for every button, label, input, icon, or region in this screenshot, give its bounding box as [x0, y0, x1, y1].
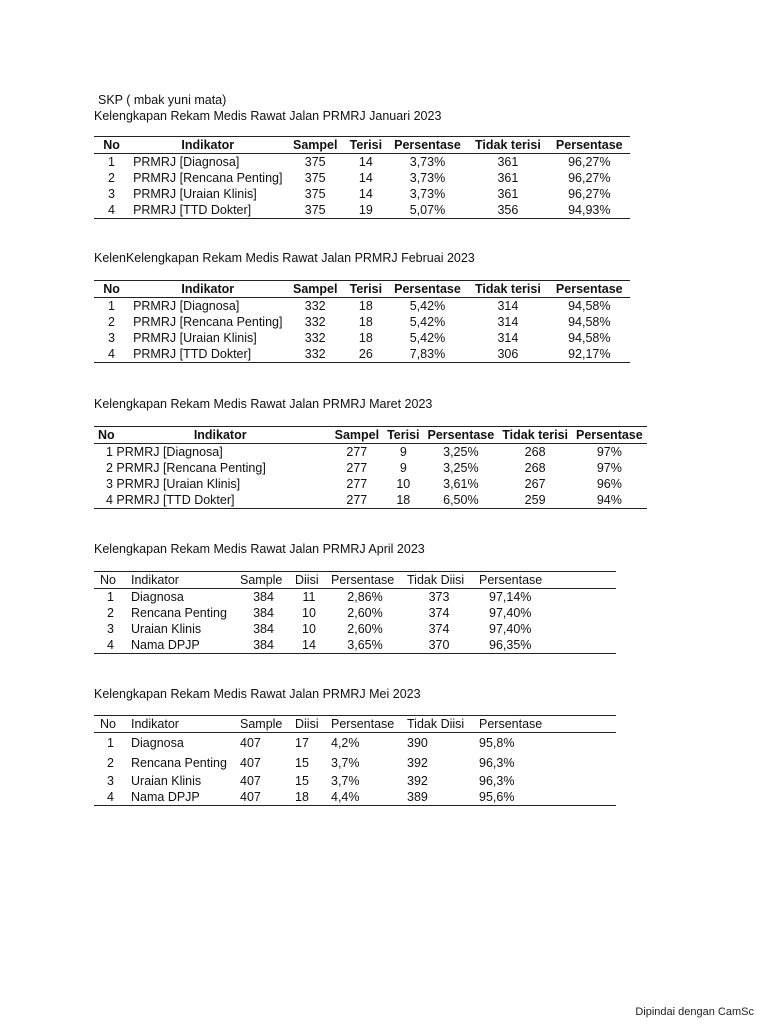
col-persentase-terisi: Persentase — [427, 428, 495, 442]
cell-diisi: 10 — [302, 622, 316, 636]
table-row — [94, 753, 616, 773]
cell-no: 2 — [107, 606, 114, 620]
table-row — [94, 330, 630, 346]
col-no: No — [100, 717, 116, 731]
col-sample: Sample — [240, 717, 283, 731]
cell-persentase: 5,42% — [409, 315, 446, 329]
cell-persentase: 95,8% — [479, 735, 515, 750]
col-indikator: Indikator — [131, 717, 179, 731]
cell-indikator: PRMRJ [Diagnosa] — [133, 155, 240, 169]
section-title-februari: KelenKelengkapan Rekam Medis Rawat Jalan PRMRJ Februai 2023 — [94, 251, 475, 265]
table-april — [94, 571, 616, 654]
cell-sampel: 375 — [304, 187, 326, 201]
section-title-mei: Kelengkapan Rekam Medis Rawat Jalan PRMRJ Mei 2023 — [94, 687, 421, 701]
cell-no: 3 — [108, 187, 115, 201]
cell-persentase: 96,35% — [489, 638, 532, 652]
cell-persentase: 2,60% — [347, 606, 383, 620]
cell-sampel: 277 — [346, 461, 368, 475]
cell-sample: 384 — [253, 590, 274, 604]
table-row — [94, 789, 616, 806]
col-persentase-diisi: Persentase — [331, 573, 395, 587]
table-row — [94, 444, 647, 461]
cell-persentase: 96,27% — [568, 187, 611, 201]
cell-persentase: 3,73% — [409, 155, 446, 169]
table-maret — [94, 426, 647, 509]
cell-tidak-terisi: 361 — [497, 155, 519, 169]
cell-no: 1 — [107, 590, 114, 604]
cell-terisi: 14 — [358, 155, 373, 169]
cell-terisi: 14 — [358, 187, 373, 201]
cell-terisi: 18 — [396, 493, 411, 507]
cell-sampel: 332 — [304, 331, 326, 345]
cell-terisi: 26 — [358, 347, 373, 361]
cell-persentase: 97,14% — [489, 590, 532, 604]
cell-tidak-terisi: 268 — [524, 445, 546, 459]
col-persentase-tidak: Persentase — [555, 138, 623, 152]
cell-persentase: 96,27% — [568, 171, 611, 185]
table-header-row — [94, 137, 630, 154]
col-indikator: Indikator — [181, 138, 235, 152]
col-sampel: Sampel — [292, 138, 338, 152]
cell-terisi: 9 — [399, 461, 407, 475]
cell-no: 1 — [107, 735, 114, 750]
cell-terisi: 19 — [358, 203, 373, 217]
table-row — [94, 154, 630, 171]
cell-indikator: Nama DPJP — [131, 789, 200, 804]
cell-indikator: PRMRJ [TTD Dokter] — [133, 347, 252, 361]
col-diisi: Diisi — [295, 717, 319, 731]
cell-tidak-diisi: 392 — [407, 773, 428, 788]
col-indikator: Indikator — [181, 282, 235, 296]
cell-indikator: PRMRJ [Uraian Klinis] — [133, 187, 257, 201]
cell-terisi: 18 — [358, 315, 373, 329]
table-header-row — [94, 281, 630, 298]
cell-persentase: 3,61% — [443, 477, 479, 491]
col-persentase-tidak: Persentase — [576, 428, 643, 442]
cell-diisi: 18 — [295, 789, 309, 804]
cell-tidak-diisi: 389 — [407, 789, 428, 804]
cell-indikator: Rencana Penting — [131, 755, 227, 770]
cell-sample: 384 — [253, 606, 274, 620]
cell-sampel: 375 — [304, 203, 326, 217]
cell-tidak-terisi: 259 — [524, 493, 546, 507]
cell-persentase: 3,7% — [331, 755, 360, 770]
section-title-april: Kelengkapan Rekam Medis Rawat Jalan PRMRJ April 2023 — [94, 542, 425, 556]
cell-empty — [270, 492, 331, 509]
cell-persentase: 96,27% — [568, 155, 611, 169]
cell-persentase: 94,58% — [568, 331, 611, 345]
table-row — [94, 186, 630, 202]
cell-persentase: 97,40% — [489, 622, 532, 636]
cell-no: 1 — [108, 299, 115, 313]
table-februari — [94, 280, 630, 363]
cell-no: 4 — [108, 347, 115, 361]
col-tidak-terisi: Tidak terisi — [502, 428, 568, 442]
cell-tidak-terisi: 306 — [497, 347, 519, 361]
cell-indikator: PRMRJ [Uraian Klinis] — [133, 331, 257, 345]
cell-persentase: 92,17% — [568, 347, 611, 361]
cell-sampel: 375 — [304, 155, 326, 169]
table-row — [94, 589, 616, 606]
cell-persentase: 2,86% — [347, 590, 383, 604]
table-row — [94, 346, 630, 363]
table-row — [94, 773, 616, 789]
cell-no: 4 — [108, 203, 115, 217]
col-tidak-diisi: Tidak Diisi — [407, 717, 465, 731]
cell-persentase: 94% — [596, 493, 622, 507]
col-persentase-tidak: Persentase — [555, 282, 623, 296]
table-row — [94, 460, 647, 476]
cell-persentase: 3,25% — [443, 445, 479, 459]
col-terisi: Terisi — [387, 428, 420, 442]
cell-sample: 407 — [240, 773, 261, 788]
cell-indikator: Nama DPJP — [131, 638, 200, 652]
table-row — [94, 314, 630, 330]
table-row — [94, 170, 630, 186]
col-persentase-diisi: Persentase — [331, 717, 395, 731]
cell-sample: 384 — [253, 622, 274, 636]
cell-persentase: 5,42% — [409, 299, 446, 313]
cell-indikator: Uraian Klinis — [131, 622, 202, 636]
cell-diisi: 11 — [302, 590, 316, 604]
cell-tidak-diisi: 392 — [407, 755, 428, 770]
cell-diisi: 15 — [295, 773, 309, 788]
cell-no: 1 — [108, 155, 115, 169]
cell-tidak-diisi: 390 — [407, 735, 428, 750]
col-no: No — [100, 573, 116, 587]
cell-persentase: 6,50% — [443, 493, 479, 507]
col-terisi: Terisi — [349, 282, 383, 296]
cell-sampel: 375 — [304, 171, 326, 185]
cell-diisi: 15 — [295, 755, 309, 770]
cell-indikator: PRMRJ [Rencana Penting] — [133, 171, 283, 185]
cell-terisi: 10 — [396, 477, 411, 491]
cell-indikator: PRMRJ [Diagnosa] — [133, 299, 240, 313]
cell-persentase: 4,2% — [331, 735, 360, 750]
cell-indikator: Diagnosa — [131, 735, 184, 750]
cell-terisi: 9 — [399, 445, 407, 459]
cell-indikator: Uraian Klinis — [131, 773, 202, 788]
table-row — [94, 202, 630, 219]
cell-tidak-diisi: 374 — [428, 606, 450, 620]
cell-tidak-terisi: 267 — [524, 477, 546, 491]
cell-sampel: 332 — [304, 299, 326, 313]
table-row — [94, 476, 647, 492]
cell-no: 3 — [107, 773, 114, 788]
cell-persentase: 94,93% — [568, 203, 611, 217]
col-indikator: Indikator — [193, 428, 247, 442]
cell-tidak-diisi: 374 — [428, 622, 450, 636]
cell-persentase: 94,58% — [568, 299, 611, 313]
cell-tidak-terisi: 361 — [497, 171, 519, 185]
cell-tidak-terisi: 314 — [497, 299, 519, 313]
table-row — [94, 621, 616, 637]
col-persentase-terisi: Persentase — [394, 138, 461, 152]
cell-tidak-terisi: 356 — [497, 203, 519, 217]
cell-persentase: 2,60% — [347, 622, 383, 636]
cell-no-indikator: 3 PRMRJ [Uraian Klinis] — [106, 477, 241, 491]
section-title-januari: Kelengkapan Rekam Medis Rawat Jalan PRMRJ Januari 2023 — [94, 109, 442, 123]
cell-empty — [270, 460, 331, 476]
table-row — [94, 298, 630, 315]
cell-persentase: 3,73% — [409, 187, 446, 201]
table-januari — [94, 136, 630, 219]
cell-terisi: 14 — [358, 171, 373, 185]
cell-sampel: 277 — [346, 445, 368, 459]
table-header-row — [94, 716, 616, 733]
col-sampel: Sampel — [334, 428, 380, 442]
cell-persentase: 96% — [596, 477, 622, 491]
table-row — [94, 637, 616, 654]
cell-persentase: 3,7% — [331, 773, 360, 788]
table-header-row — [94, 427, 647, 444]
cell-tidak-diisi: 370 — [428, 638, 450, 652]
cell-indikator: Rencana Penting — [131, 606, 227, 620]
cell-no: 4 — [107, 789, 114, 804]
col-persentase-tidak: Persentase — [479, 717, 543, 731]
cell-indikator: Diagnosa — [131, 590, 184, 604]
scanner-watermark: Dipindai dengan CamSc — [635, 1006, 754, 1018]
col-tidak-diisi: Tidak Diisi — [407, 573, 465, 587]
col-no: No — [103, 138, 120, 152]
col-no: No — [98, 428, 115, 442]
col-tidak-terisi: Tidak terisi — [475, 138, 541, 152]
cell-no: 3 — [108, 331, 115, 345]
col-sample: Sample — [240, 573, 283, 587]
section-title-maret: Kelengkapan Rekam Medis Rawat Jalan PRMRJ Maret 2023 — [94, 397, 433, 411]
col-tidak-terisi: Tidak terisi — [475, 282, 541, 296]
cell-persentase: 97,40% — [489, 606, 532, 620]
cell-tidak-terisi: 314 — [497, 331, 519, 345]
table-row — [94, 492, 647, 509]
cell-no-indikator: 4 PRMRJ [TTD Dokter] — [106, 493, 235, 507]
cell-no: 2 — [107, 755, 114, 770]
cell-diisi: 10 — [302, 606, 316, 620]
cell-no-indikator: 1 PRMRJ [Diagnosa] — [106, 445, 223, 459]
cell-persentase: 7,83% — [409, 347, 446, 361]
cell-persentase: 5,07% — [409, 203, 446, 217]
cell-empty — [270, 476, 331, 492]
cell-no-indikator: 2 PRMRJ [Rencana Penting] — [106, 461, 266, 475]
cell-persentase: 4,4% — [331, 789, 360, 804]
cell-terisi: 18 — [358, 299, 373, 313]
cell-no: 4 — [107, 638, 114, 652]
cell-no: 2 — [108, 171, 115, 185]
cell-indikator: PRMRJ [Rencana Penting] — [133, 315, 283, 329]
cell-persentase: 3,65% — [347, 638, 383, 652]
cell-sampel: 277 — [346, 477, 368, 491]
cell-sampel: 332 — [304, 347, 326, 361]
cell-persentase: 96,3% — [479, 755, 515, 770]
cell-persentase: 97% — [596, 461, 622, 475]
cell-persentase: 97% — [596, 445, 622, 459]
cell-tidak-terisi: 268 — [524, 461, 546, 475]
col-sampel: Sampel — [292, 282, 338, 296]
table-header-row — [94, 572, 616, 589]
cell-terisi: 18 — [358, 331, 373, 345]
cell-no: 3 — [107, 622, 114, 636]
table-mei — [94, 715, 616, 806]
cell-sampel: 332 — [304, 315, 326, 329]
cell-indikator: PRMRJ [TTD Dokter] — [133, 203, 252, 217]
cell-sample: 407 — [240, 735, 261, 750]
cell-tidak-diisi: 373 — [428, 590, 450, 604]
col-indikator: Indikator — [131, 573, 179, 587]
cell-empty — [270, 444, 331, 461]
document-subject: SKP ( mbak yuni mata) — [98, 93, 227, 107]
cell-diisi: 17 — [295, 735, 309, 750]
table-row — [94, 733, 616, 753]
cell-persentase: 3,73% — [409, 171, 446, 185]
col-persentase-terisi: Persentase — [394, 282, 461, 296]
cell-sample: 407 — [240, 789, 261, 804]
cell-diisi: 14 — [302, 638, 316, 652]
table-row — [94, 605, 616, 621]
cell-no: 2 — [108, 315, 115, 329]
cell-sampel: 277 — [346, 493, 368, 507]
cell-persentase: 95,6% — [479, 789, 515, 804]
col-terisi: Terisi — [349, 138, 383, 152]
cell-tidak-terisi: 314 — [497, 315, 519, 329]
cell-persentase: 3,25% — [443, 461, 479, 475]
col-diisi: Diisi — [295, 573, 319, 587]
cell-sample: 407 — [240, 755, 261, 770]
cell-tidak-terisi: 361 — [497, 187, 519, 201]
col-no: No — [103, 282, 120, 296]
cell-persentase: 5,42% — [409, 331, 446, 345]
cell-persentase: 96,3% — [479, 773, 515, 788]
cell-sample: 384 — [253, 638, 274, 652]
col-persentase-tidak: Persentase — [479, 573, 543, 587]
cell-persentase: 94,58% — [568, 315, 611, 329]
